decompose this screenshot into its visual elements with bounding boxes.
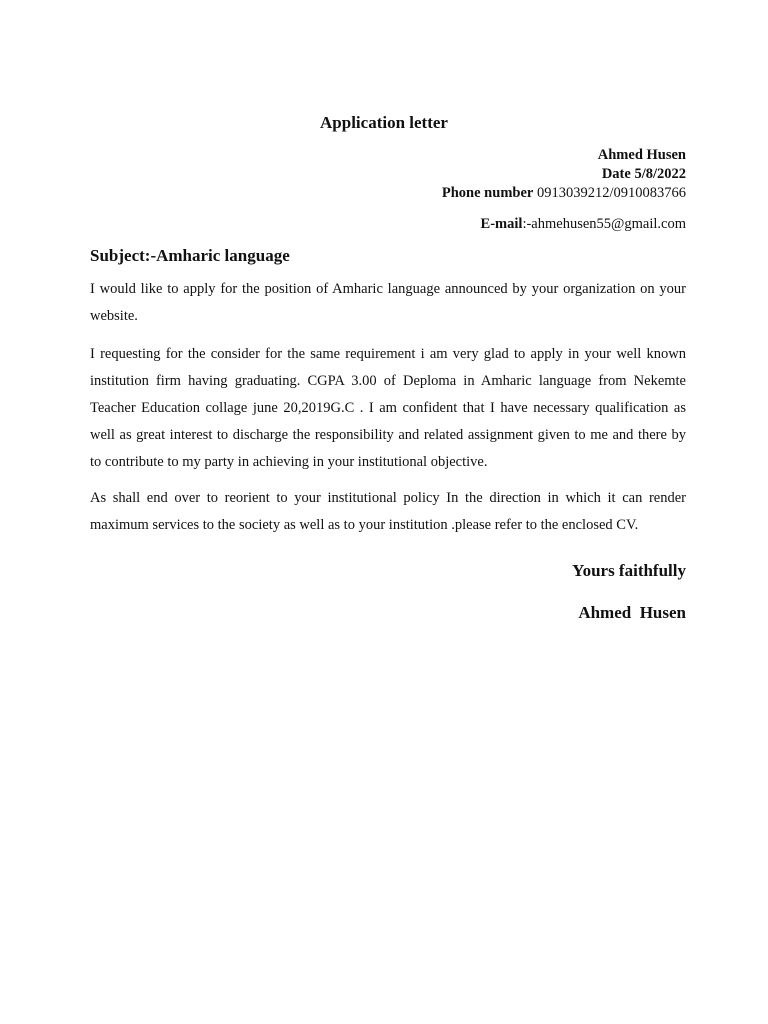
signature-name: Ahmed Husen xyxy=(578,603,686,622)
email-value: :-ahmehusen55@gmail.com xyxy=(522,216,686,232)
phone-label: Phone number xyxy=(441,185,534,201)
phone-row xyxy=(442,184,686,203)
body-paragraph-2: I requesting for the consider for the same requirement i am very glad to apply in your well known institution firm having graduating. CGPA 3.00 of Deploma in Amharic language from Nekemte Teacher Education collage june 20,2019G.C . I am confident that I have necessary qualification as well as great interest to discharge the responsibility and related assignment given to me and there by to contribute to my party in achieving in your institutional objective. xyxy=(90,346,686,470)
email-label: E-mail xyxy=(480,216,523,232)
body-paragraph-3: As shall end over to reorient to your institutional policy In the direction in which it can render maximum services to the society as well as to your institution .please refer to the enclosed CV. xyxy=(90,490,686,533)
letter-title: Application letter xyxy=(320,113,448,132)
subject-line: Subject:-Amharic language xyxy=(90,246,290,265)
letter-date: Date 5/8/2022 xyxy=(601,166,686,182)
body-paragraph-1: I would like to apply for the position of Amharic language announced by your organization on your website. xyxy=(90,281,686,324)
phone-value: 0913039212/0910083766 xyxy=(536,185,686,201)
email-row xyxy=(481,215,686,234)
closing-line: Yours faithfully xyxy=(572,561,686,580)
sender-block xyxy=(442,146,686,203)
sender-name: Ahmed Husen xyxy=(597,147,686,163)
